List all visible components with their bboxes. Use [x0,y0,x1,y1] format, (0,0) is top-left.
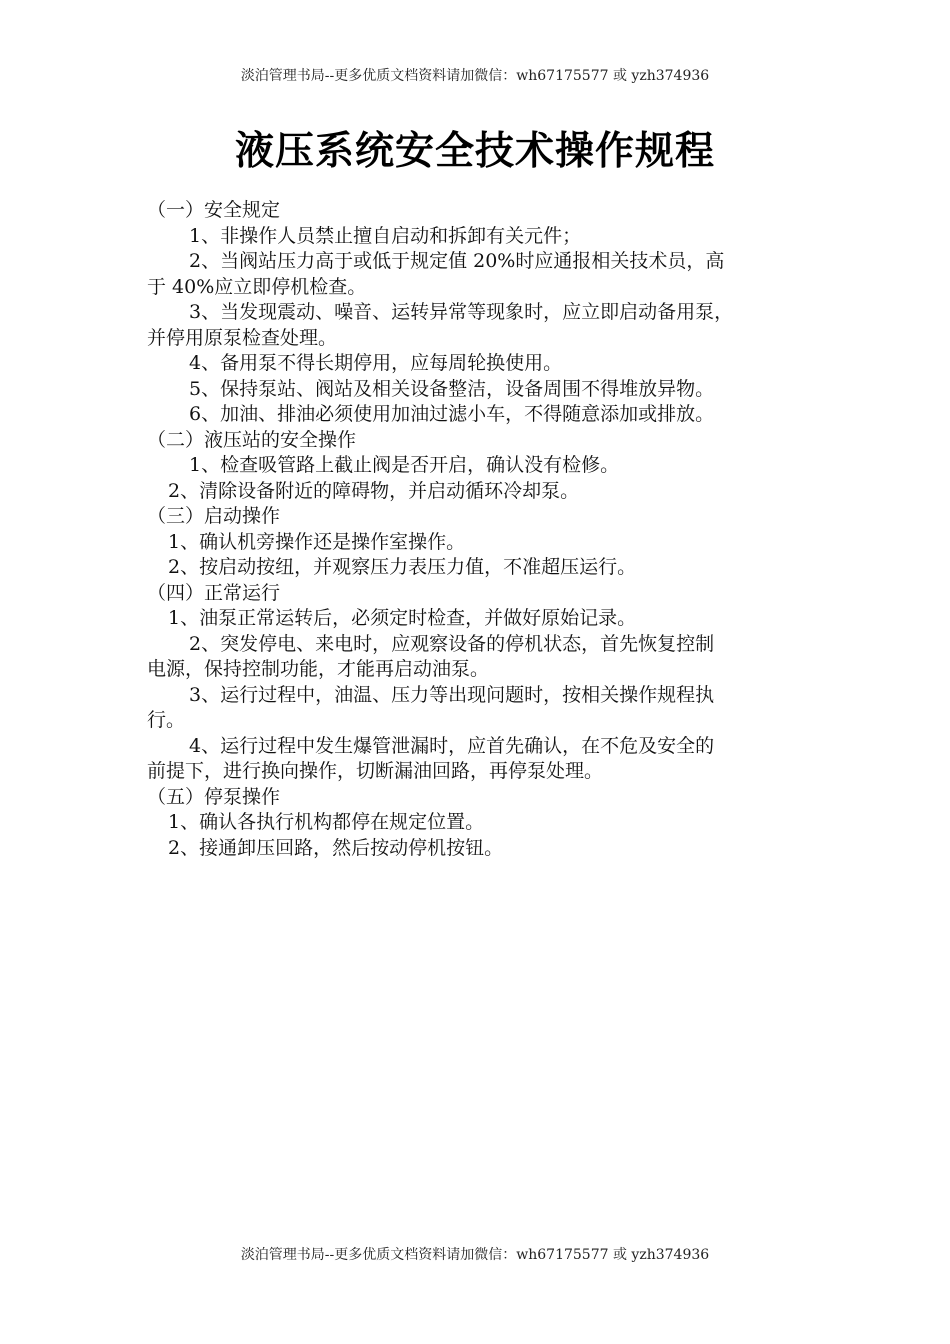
paragraph-line: 3、当发现震动、噪音、运转异常等现象时，应立即启动备用泵， [189,301,734,323]
paragraph-line: 前提下，进行换向操作，切断漏油回路，再停泵处理。 [147,760,604,782]
section-heading: （五）停泵操作 [147,785,281,808]
paragraph-line: 1、油泵正常运转后，必须定时检查，并做好原始记录。 [168,607,637,629]
section-heading: （二）液压站的安全操作 [147,428,357,451]
paragraph-line: 1、确认机旁操作还是操作室操作。 [168,530,466,553]
paragraph-line: 2、清除设备附近的障碍物，并启动循环冷却泵。 [168,479,580,502]
paragraph-line: 2、接通卸压回路，然后按动停机按钮。 [168,836,504,859]
paragraph-line: 行。 [147,709,186,731]
document-title: 液压系统安全技术操作规程 [234,128,715,174]
section-heading: （四）正常运行 [147,581,281,604]
paragraph-line: 2、突发停电、来电时，应观察设备的停机状态，首先恢复控制 [189,632,715,655]
paragraph-line: 1、确认各执行机构都停在规定位置。 [168,811,485,833]
section-heading: （一）安全规定 [147,199,281,221]
paragraph-line: 并停用原泵检查处理。 [147,326,338,349]
paragraph-line: 4、备用泵不得长期停用，应每周轮换使用。 [189,352,563,374]
paragraph-line: 电源，保持控制功能，才能再启动油泵。 [147,658,490,680]
paragraph-line: 2、当阀站压力高于或低于规定值 20%时应通报相关技术员，高 [189,250,725,272]
page-footer-note: 淡泊管理书局--更多优质文档资料请加微信：wh67175577 或 yzh374936 [240,1247,710,1263]
paragraph-line: 1、非操作人员禁止擅自启动和拆卸有关元件； [189,224,582,247]
paragraph-line: 6、加油、排油必须使用加油过滤小车，不得随意添加或排放。 [189,403,715,425]
paragraph-line: 1、检查吸管路上截止阀是否开启，确认没有检修。 [189,454,620,476]
paragraph-line: 5、保持泵站、阀站及相关设备整洁，设备周围不得堆放异物。 [189,377,715,400]
page-header-note: 淡泊管理书局--更多优质文档资料请加微信：wh67175577 或 yzh374936 [240,68,710,84]
paragraph-line: 于 40%应立即停机检查。 [147,275,367,298]
section-heading: （三）启动操作 [147,505,281,527]
paragraph-line: 4、运行过程中发生爆管泄漏时，应首先确认，在不危及安全的 [189,734,715,757]
paragraph-line: 2、按启动按纽，并观察压力表压力值，不准超压运行。 [168,556,637,578]
document-body [147,198,819,861]
paragraph-line: 3、运行过程中，油温、压力等出现问题时，按相关操作规程执 [189,683,715,706]
